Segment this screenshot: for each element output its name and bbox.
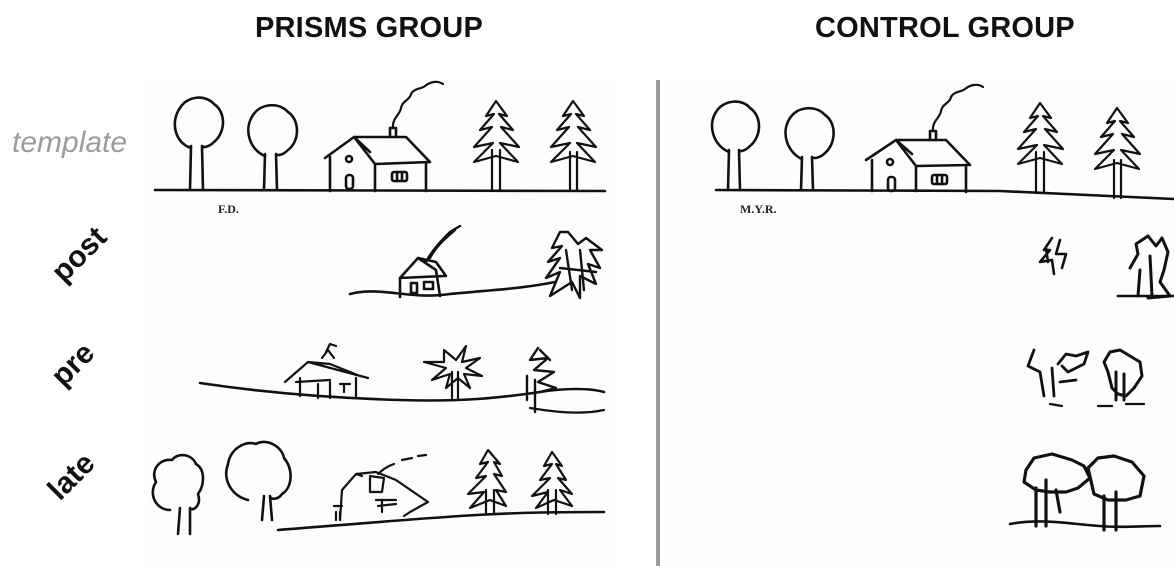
round-tree-icon: [786, 108, 834, 190]
pine-tree-icon: [532, 452, 572, 514]
ground-line: [1050, 404, 1144, 406]
house-icon: [334, 455, 428, 520]
round-tree-icon: [1088, 456, 1144, 530]
prisms-post-drawing: [350, 226, 602, 298]
ground-line: [716, 190, 1174, 199]
prisms-template-drawing: [155, 82, 605, 191]
pine-tree-icon: [1095, 108, 1140, 198]
prisms-late-drawing: [153, 442, 604, 534]
smoke-icon: [322, 344, 336, 358]
round-tree-icon: [226, 442, 290, 520]
ground-line: [155, 190, 605, 191]
row-label-template: template: [12, 126, 128, 159]
prisms-patient-initials: F.D.: [218, 202, 239, 216]
prisms-group-title: PRISMS GROUP: [255, 12, 483, 44]
control-patient-initials: M.Y.R.: [740, 202, 777, 216]
ground-line: [278, 512, 604, 530]
pine-tree-icon: [551, 101, 596, 191]
pine-tree-icon: [468, 450, 506, 514]
row-label-late: late: [41, 446, 102, 507]
round-tree-icon: [175, 98, 223, 190]
row-label-pre: pre: [44, 336, 102, 393]
control-post-drawing: [1040, 236, 1174, 298]
pine-tree-icon: [1018, 103, 1063, 193]
house-icon: [285, 344, 368, 398]
prisms-pre-drawing: [200, 344, 604, 413]
house-icon: [400, 226, 460, 297]
row-label-post: post: [45, 220, 114, 289]
round-tree-icon: [1104, 350, 1142, 400]
smoke-icon: [426, 226, 460, 262]
pine-tree-icon: [474, 101, 519, 191]
control-late-drawing: [1010, 454, 1160, 530]
ground-line: [1010, 521, 1160, 526]
round-tree-icon: [712, 102, 759, 190]
house-icon: [866, 85, 983, 192]
house-icon: [325, 82, 443, 191]
smoke-icon: [393, 82, 443, 128]
pine-tree-icon: [1040, 238, 1066, 274]
control-template-drawing: [712, 85, 1174, 199]
ground-line: [350, 282, 555, 296]
round-tree-icon: [1024, 454, 1090, 526]
pine-tree-icon: [546, 232, 602, 298]
control-pre-drawing: [1028, 350, 1144, 406]
smoke-icon: [933, 85, 983, 131]
round-tree-icon: [1028, 350, 1088, 396]
round-tree-icon: [248, 105, 297, 190]
control-group-title: CONTROL GROUP: [815, 12, 1075, 44]
pine-tree-icon: [527, 348, 556, 412]
pine-tree-icon: [1130, 236, 1170, 298]
smoke-icon: [378, 455, 426, 474]
round-tree-icon: [153, 455, 203, 534]
pine-tree-icon: [424, 346, 482, 398]
